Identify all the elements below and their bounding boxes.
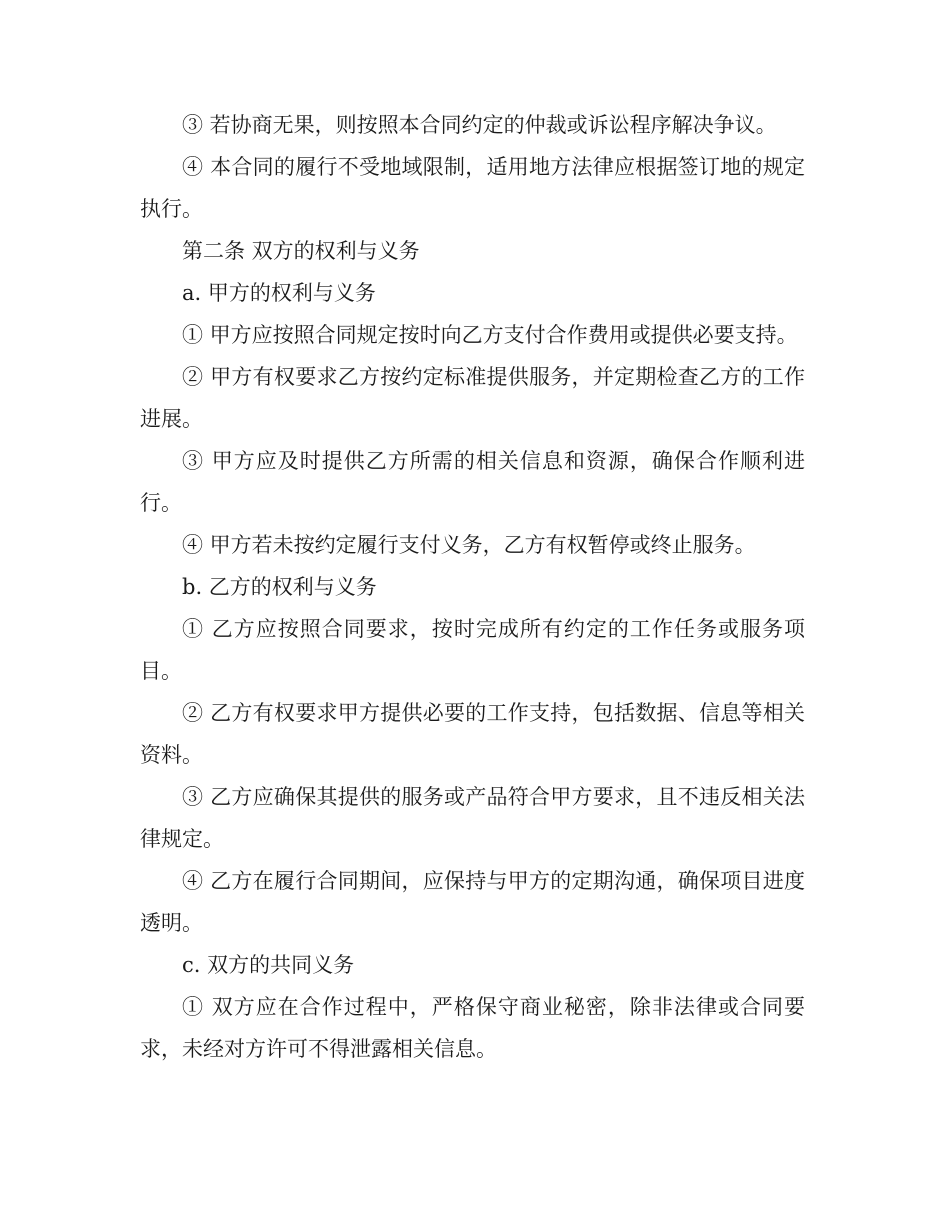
paragraph-party-a-2: ② 甲方有权要求乙方按约定标准提供服务，并定期检查乙方的工作进展。	[140, 365, 805, 431]
paragraph-joint-1: ① 双方应在合作过程中，严格保守商业秘密，除非法律或合同要求，未经对方许可不得泄露相关信息。	[140, 995, 805, 1061]
paragraph-dispute-arbitration: ③ 若协商无果，则按照本合同约定的仲裁或诉讼程序解决争议。	[182, 113, 777, 137]
paragraph-territorial-law: ④ 本合同的履行不受地域限制，适用地方法律应根据签订地的规定执行。	[140, 155, 805, 221]
subheading-party-b: b. 乙方的权利与义务	[182, 575, 377, 599]
paragraph-party-b-1: ① 乙方应按照合同要求，按时完成所有约定的工作任务或服务项目。	[140, 617, 805, 683]
paragraph-party-b-4: ④ 乙方在履行合同期间，应保持与甲方的定期沟通，确保项目进度透明。	[140, 869, 805, 935]
document-body	[140, 104, 805, 1070]
section-heading-article-2: 第二条 双方的权利与义务	[182, 239, 420, 263]
paragraph-party-b-3: ③ 乙方应确保其提供的服务或产品符合甲方要求，且不违反相关法律规定。	[140, 785, 805, 851]
subheading-joint-obligations: c. 双方的共同义务	[182, 953, 355, 977]
paragraph-party-a-3: ③ 甲方应及时提供乙方所需的相关信息和资源，确保合作顺利进行。	[140, 449, 805, 515]
paragraph-party-b-2: ② 乙方有权要求甲方提供必要的工作支持，包括数据、信息等相关资料。	[140, 701, 805, 767]
paragraph-party-a-1: ① 甲方应按照合同规定按时向乙方支付合作费用或提供必要支持。	[182, 323, 798, 347]
subheading-party-a: a. 甲方的权利与义务	[182, 281, 376, 305]
paragraph-party-a-4: ④ 甲方若未按约定履行支付义务，乙方有权暂停或终止服务。	[182, 533, 756, 557]
